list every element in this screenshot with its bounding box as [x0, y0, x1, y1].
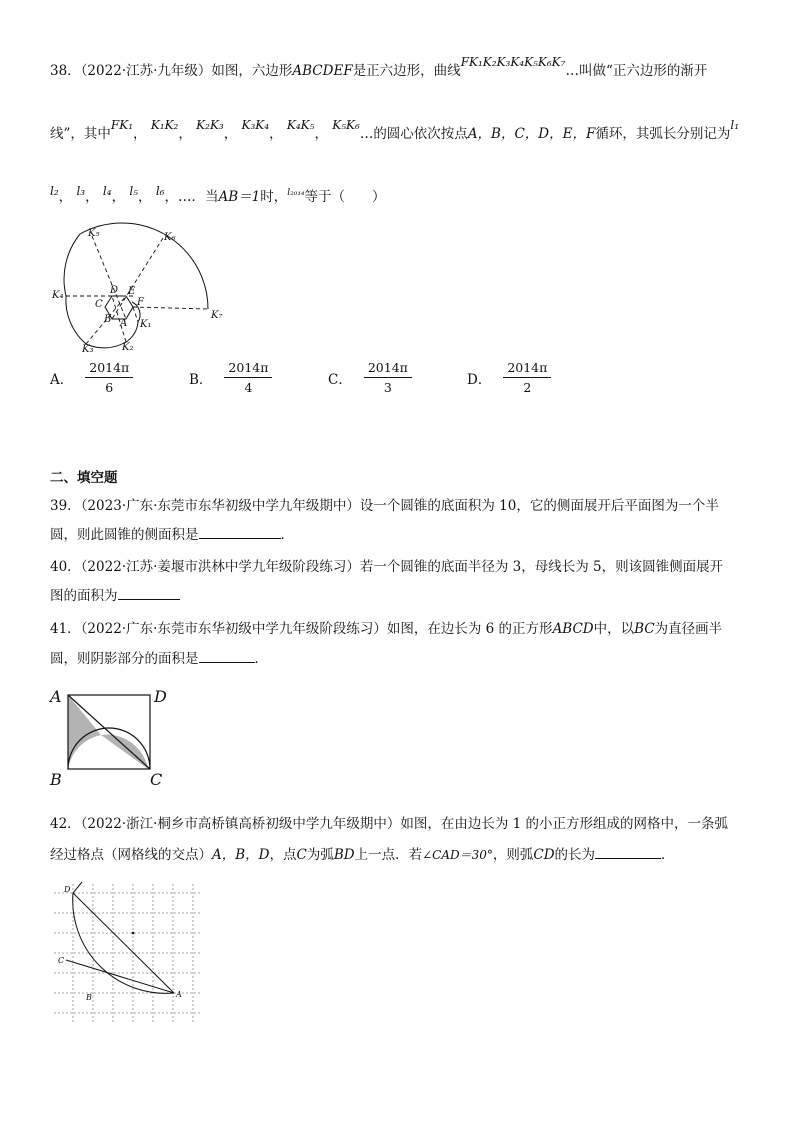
- arc-fk1: [132, 302, 140, 322]
- section-title: 二、填空题: [50, 470, 118, 486]
- q40-answer-blank[interactable]: [118, 587, 180, 600]
- option-a[interactable]: A． $\frac{2014\pi}{6}$: [50, 360, 131, 395]
- arc-k6k7: [122, 223, 208, 309]
- option-d[interactable]: D． $\frac{2014\pi}{2}$: [467, 360, 549, 395]
- diagonal-ac: [68, 695, 150, 769]
- q42-line1: 42．（2022·浙江·桐乡市高桥镇高桥初级中学九年级期中）如图，在由边长为 1 的小正方形组成的网格中，一条弧: [50, 816, 729, 832]
- grid: [54, 884, 200, 1023]
- arc-bd: [73, 882, 174, 993]
- arc-k5k6: K₅K₆: [332, 118, 360, 132]
- arc-k2k3: K₂K₃: [196, 118, 224, 132]
- label-k6: K₆: [164, 232, 176, 243]
- square: [68, 695, 150, 769]
- q42-source: （2022·浙江·桐乡市高桥镇高桥初级中学九年级期中）: [80, 816, 401, 832]
- arc-k1k2: K₁K₂: [150, 118, 179, 132]
- q39-answer-blank[interactable]: [199, 526, 281, 539]
- dash-k7: [133, 307, 208, 309]
- arc-k5k6: [80, 223, 122, 234]
- q41-line2: 圆，则阴影部分的面积是 ．: [50, 651, 268, 667]
- l1: l₁: [730, 118, 740, 132]
- label-d: D: [110, 285, 119, 296]
- hexagon-name: ABCDEF: [292, 63, 353, 79]
- diameter-bc: BC: [634, 621, 655, 637]
- q40-line2: 图的面积为: [50, 587, 180, 605]
- option-c[interactable]: C． $\frac{2014\pi}{3}$: [328, 360, 410, 395]
- option-c-fraction: $\frac{2014\pi}{3}$: [366, 360, 410, 395]
- q41-line1: 41．（2022·广东·东莞市东华初级中学九年级阶段练习）如图，在边长为 6 的正方形ABCD中，以BC为直径画半: [50, 621, 723, 637]
- q40-line1: 40．（2022·江苏·姜堰市洪林中学九年级阶段练习）若一个圆锥的底面半径为 3，母线长为 5，则该圆锥侧面展开: [50, 559, 724, 575]
- label-b: B: [104, 314, 112, 325]
- label-a: A: [176, 990, 182, 999]
- option-b[interactable]: B． $\frac{2014\pi}{4}$: [189, 360, 270, 395]
- q41-answer-blank[interactable]: [199, 650, 255, 663]
- angle-cad: ∠CAD＝30°: [422, 848, 493, 862]
- l5: l₅: [129, 184, 139, 198]
- arc-k1k2: [126, 322, 138, 342]
- label-c: C: [150, 770, 163, 789]
- label-b: B: [50, 770, 62, 789]
- condition-ab: AB＝1: [218, 189, 261, 205]
- q41-number: 41．: [50, 621, 81, 637]
- option-b-fraction: $\frac{2014\pi}{4}$: [226, 360, 270, 395]
- dash-k6: [112, 238, 163, 319]
- arc-fk1: FK₁: [110, 118, 134, 132]
- q41-source: （2022·广东·东莞市东华初级中学九年级阶段练习）: [80, 621, 387, 637]
- label-k3: K₃: [82, 344, 94, 355]
- q38-line1: 38．（2022·江苏·九年级）如图，六边形ABCDEF是正六边形，曲线FK₁K₂K₃K₄K₅K₆K₇…叫做“正六边形的渐开: [50, 55, 708, 79]
- arc-center: [132, 932, 135, 935]
- label-k4: K₄: [52, 290, 64, 301]
- dash-k5: [92, 236, 126, 319]
- dash-k3: [86, 296, 126, 344]
- label-c: C: [58, 956, 65, 965]
- q40-source: （2022·江苏·姜堰市洪林中学九年级阶段练习）: [80, 559, 360, 575]
- l2014: l₂₀₁₄: [287, 188, 305, 198]
- label-a: A: [120, 318, 128, 329]
- label-k5: K₅: [88, 228, 100, 239]
- label-e: E: [128, 286, 136, 297]
- q40-number: 40．: [50, 559, 81, 575]
- segment-ad: [73, 893, 174, 993]
- label-d: D: [64, 885, 71, 894]
- option-d-fraction: $\frac{2014\pi}{2}$: [505, 360, 549, 395]
- involute-curve-name: FK₁K₂K₃K₄K₅K₆K₇: [460, 55, 566, 69]
- semicircle: [68, 728, 150, 769]
- arc-k4k5: [64, 234, 80, 296]
- q39-line1: 39．（2023·广东·东莞市东华初级中学九年级期中）设一个圆锥的底面积为 10，它的侧面展开后平面图为一个半: [50, 498, 719, 514]
- arc-k4k5: K₄K₅: [286, 118, 315, 132]
- q42-line2: 经过格点（网格线的交点）A，B，D，点C为弧BD上一点．若∠CAD＝30°，则弧CD的长为 ．: [50, 847, 675, 863]
- centers-list: A，B，C，D，E，F: [467, 126, 596, 142]
- points-abd: A，B，D: [212, 847, 270, 863]
- dash-k2: [112, 296, 126, 342]
- q42-number: 42．: [50, 816, 81, 832]
- label-c: C: [95, 299, 103, 310]
- q39-source: （2023·广东·东莞市东华初级中学九年级期中）: [80, 498, 360, 514]
- arc-k2k3: [86, 342, 126, 348]
- q42-answer-blank[interactable]: [595, 846, 661, 859]
- l2: l₂: [50, 184, 59, 198]
- q38-line2: 线”，其中FK₁， K₁K₂， K₂K₃， K₃K₄， K₄K₅， K₅K₆…的圆心依次按点A，B，C，D，E，F循环，其弧长分别记为l₁: [50, 118, 740, 142]
- l3: l₃: [76, 184, 86, 198]
- segment-ac: [66, 960, 174, 993]
- shade-left: [68, 695, 101, 769]
- q39-line2: 圆，则此圆锥的侧面积是 ．: [50, 527, 294, 543]
- q38-source: （2022·江苏·九年级）: [80, 63, 212, 79]
- arc-k3k4: [66, 296, 86, 344]
- q39-number: 39．: [50, 498, 81, 514]
- q38-number: 38．: [50, 63, 81, 79]
- option-a-fraction: $\frac{2014\pi}{6}$: [87, 360, 131, 395]
- arc-k3k4: K₃K₄: [241, 118, 270, 132]
- square-name: ABCD: [552, 621, 594, 637]
- label-d: D: [154, 687, 167, 706]
- label-a: A: [50, 687, 62, 706]
- label-k2: K₂: [122, 342, 134, 353]
- label-k1: K₁: [140, 319, 152, 330]
- dash-k1: [133, 307, 138, 322]
- hexagon: [105, 296, 133, 319]
- l4: l₄: [102, 184, 112, 198]
- label-b: B: [86, 993, 92, 1002]
- label-f: F: [137, 297, 144, 308]
- shade-lens: [101, 735, 148, 769]
- l6: l₆: [155, 184, 165, 198]
- q38-line3: l₂， l₃， l₄， l₅， l₆，…．当AB＝1时，$^{l_{2014}}$等于（ ）: [50, 184, 386, 205]
- label-k7: K₇: [211, 310, 223, 321]
